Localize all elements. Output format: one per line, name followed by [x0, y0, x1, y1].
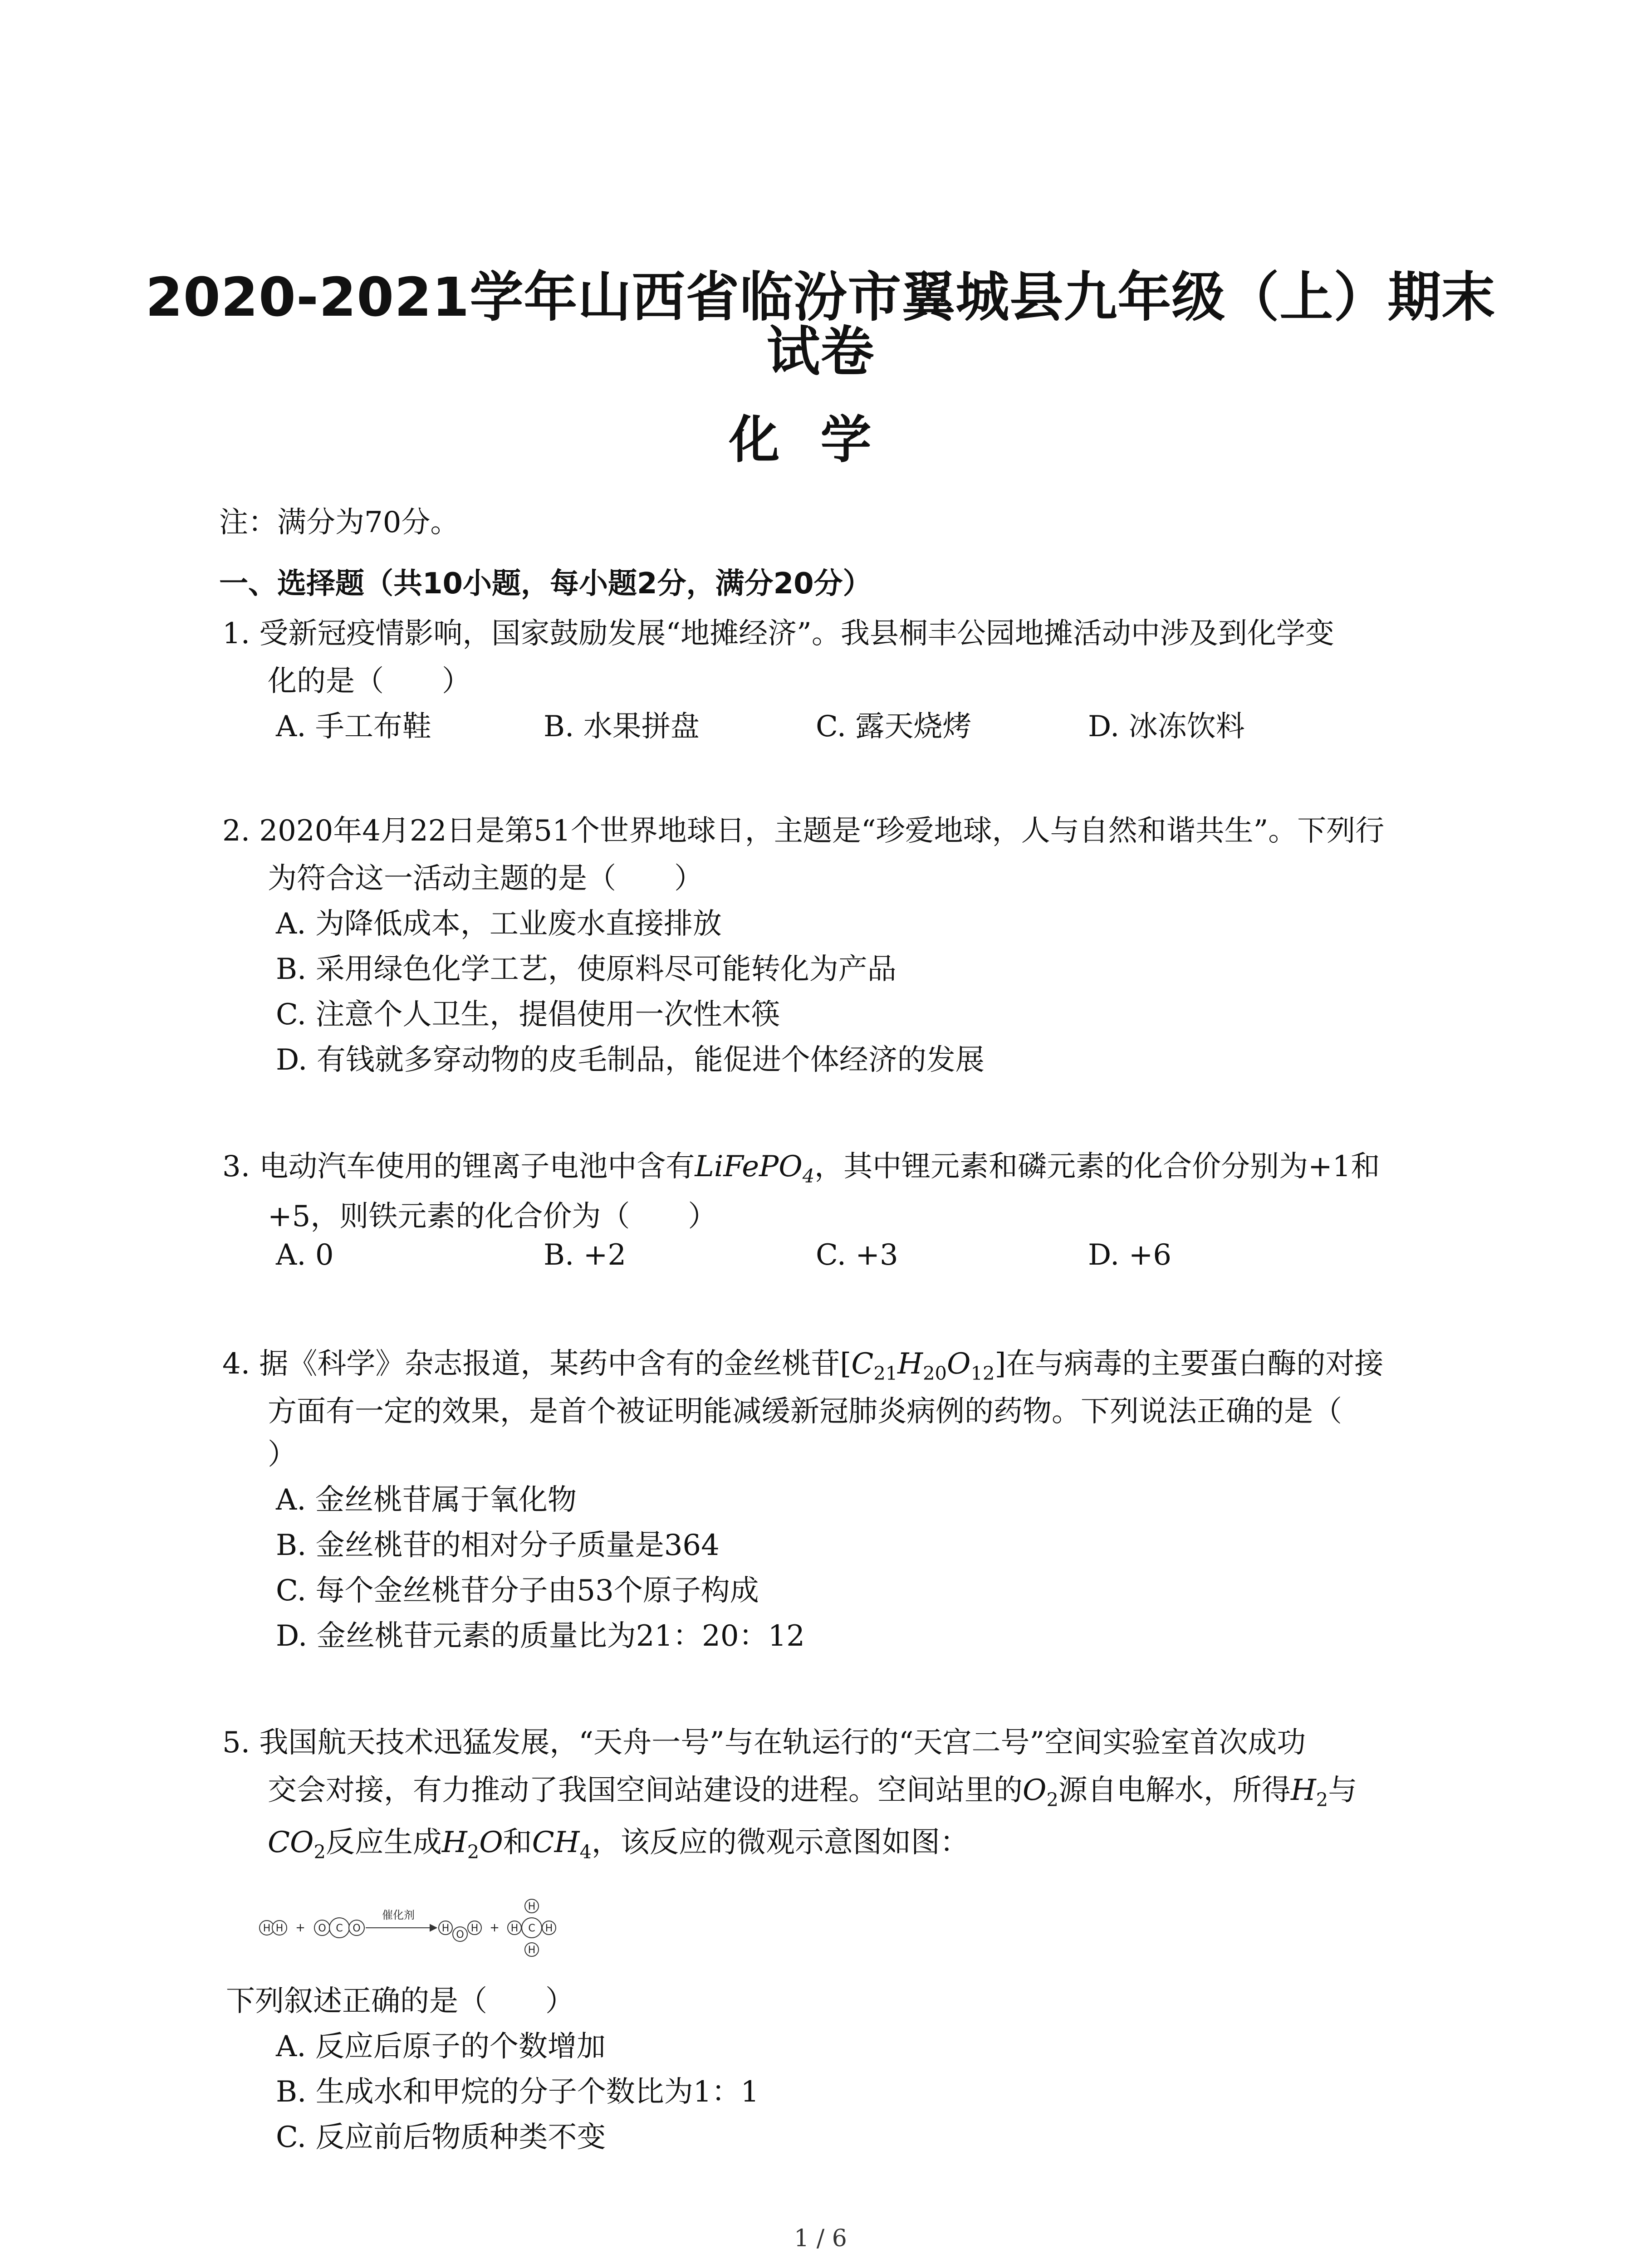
q2-option-d: D. 有钱就多穿动物的皮毛制品，能促进个体经济的发展 — [276, 1043, 985, 1077]
q3-text-post: ，其中锂元素和磷元素的化合价分别为+1和 — [814, 1150, 1380, 1183]
q4-formula-o: O — [947, 1347, 971, 1381]
q3-formula: LiFePO — [695, 1150, 803, 1183]
q5-co2-sub: 2 — [314, 1840, 326, 1863]
q5-h2o-sub: 2 — [467, 1840, 480, 1863]
q5-line3-mid: 反应生成 — [325, 1826, 442, 1859]
q5-h2: H — [1290, 1774, 1316, 1807]
q3-stem-line1 — [222, 1143, 1380, 1187]
q5-o2: O — [1023, 1774, 1047, 1807]
q2-stem-line1: 2. 2020年4月22日是第51个世界地球日，主题是“珍爱地球，人与自然和谐共生”。下列行 — [222, 814, 1385, 848]
h-atom-label: H — [545, 1923, 553, 1934]
h-atom-label: H — [528, 1945, 536, 1956]
h-atom-label: H — [441, 1923, 450, 1934]
q1-option-a: A. 手工布鞋 — [276, 710, 431, 743]
section-heading: 一、选择题（共10小题，每小题2分，满分20分） — [219, 567, 872, 601]
q3-option-c: C. +3 — [816, 1238, 898, 1272]
q5-ch4: CH — [532, 1826, 580, 1859]
co2-molecule — [314, 1918, 364, 1938]
exam-title-line2: 试卷 — [766, 320, 875, 383]
q4-stem-line1 — [222, 1340, 1383, 1384]
q5-stem-line1: 5. 我国航天技术迅猛发展，“天舟一号”与在轨运行的“天宫二号”空间实验室首次成功 — [222, 1726, 1306, 1760]
q5-line2-pre: 交会对接，有力推动了我国空间站建设的进程。空间站里的 — [268, 1774, 1023, 1807]
q1-option-c: C. 露天烧烤 — [816, 710, 972, 743]
arrow-head — [430, 1925, 436, 1931]
score-note: 注：满分为70分。 — [219, 506, 460, 539]
q2-option-b: B. 采用绿色化学工艺，使原料尽可能转化为产品 — [276, 953, 896, 986]
q4-stem-line3: ） — [268, 1438, 297, 1471]
catalyst-label: 催化剂 — [382, 1909, 415, 1921]
q5-question-stem: 下列叙述正确的是（ ） — [226, 1984, 574, 2018]
q4-option-d: D. 金丝桃苷元素的质量比为21：20：12 — [276, 1619, 805, 1653]
q1-option-b: B. 水果拼盘 — [544, 710, 700, 743]
q1-option-d: D. 冰冻饮料 — [1088, 710, 1245, 743]
q1-stem-line1: 1. 受新冠疫情影响，国家鼓励发展“地摊经济”。我县桐丰公园地摊活动中涉及到化学变 — [222, 617, 1334, 650]
h-atom-label: H — [470, 1923, 479, 1934]
q4-option-b: B. 金丝桃苷的相对分子质量是364 — [276, 1529, 720, 1562]
h2o-molecule — [439, 1921, 481, 1941]
q5-stem-line2 — [268, 1767, 1357, 1811]
q5-h2o-o: O — [479, 1826, 503, 1859]
reaction-diagram — [259, 1896, 726, 1960]
q3-formula-sub: 4 — [802, 1164, 815, 1187]
o-atom-label: O — [353, 1923, 361, 1934]
q3-option-d: D. +6 — [1088, 1238, 1172, 1272]
q2-option-a: A. 为降低成本，工业废水直接排放 — [276, 907, 722, 941]
ch4-molecule — [508, 1899, 556, 1956]
q5-ch4-sub: 4 — [579, 1840, 592, 1863]
plus-sign: + — [490, 1921, 500, 1935]
plus-sign: + — [295, 1921, 305, 1935]
q2-stem-line2: 为符合这一活动主题的是（ ） — [268, 862, 703, 895]
q4-formula-o-sub: 12 — [970, 1362, 995, 1384]
q3-option-b: B. +2 — [544, 1238, 627, 1272]
q5-h2-sub: 2 — [1316, 1788, 1328, 1811]
q5-line2-post: 与 — [1328, 1774, 1357, 1807]
q4-stem-line2: 方面有一定的效果，是首个被证明能减缓新冠肺炎病例的药物。下列说法正确的是（ — [268, 1395, 1342, 1428]
h-atom-label: H — [528, 1901, 536, 1912]
q5-line3-post: ，该反应的微观示意图如图： — [591, 1826, 969, 1859]
q3-option-a: A. 0 — [276, 1238, 334, 1272]
h-atom-label: H — [275, 1923, 284, 1934]
o-atom-label: O — [456, 1929, 464, 1941]
q4-text-post: ]在与病毒的主要蛋白酶的对接 — [994, 1347, 1384, 1381]
q5-co2: CO — [268, 1826, 314, 1859]
o-atom-label: O — [318, 1923, 326, 1934]
q4-option-c: C. 每个金丝桃苷分子由53个原子构成 — [276, 1574, 759, 1608]
q2-option-c: C. 注意个人卫生，提倡使用一次性木筷 — [276, 998, 780, 1031]
q4-text-pre: 4. 据《科学》杂志报道，某药中含有的金丝桃苷[ — [222, 1347, 852, 1381]
h-atom-label: H — [263, 1923, 271, 1934]
q5-h2o-h: H — [441, 1826, 467, 1859]
q3-text-pre: 3. 电动汽车使用的锂离子电池中含有 — [222, 1150, 695, 1183]
q4-formula-c: C — [851, 1347, 874, 1381]
q5-option-c: C. 反应前后物质种类不变 — [276, 2121, 606, 2154]
q4-option-a: A. 金丝桃苷属于氧化物 — [276, 1483, 577, 1517]
q5-o2-sub: 2 — [1046, 1788, 1058, 1811]
q4-formula-h: H — [897, 1347, 923, 1381]
q3-stem-line2: +5，则铁元素的化合价为（ ） — [268, 1200, 717, 1233]
h2-molecule — [260, 1921, 287, 1935]
c-atom-label: C — [336, 1923, 343, 1934]
q5-option-a: A. 反应后原子的个数增加 — [276, 2030, 606, 2063]
q1-stem-line2: 化的是（ ） — [268, 665, 471, 698]
h-atom-label: H — [510, 1923, 519, 1934]
q5-line3-and: 和 — [503, 1826, 532, 1859]
q5-line2-mid: 源自电解水，所得 — [1058, 1774, 1291, 1807]
q5-stem-line3 — [268, 1819, 969, 1863]
page-number: 1 / 6 — [794, 2225, 847, 2252]
subject-heading: 化学 — [729, 411, 912, 469]
q4-formula-c-sub: 21 — [873, 1362, 898, 1384]
q5-option-b: B. 生成水和甲烷的分子个数比为1：1 — [276, 2075, 759, 2109]
q4-formula-h-sub: 20 — [923, 1362, 947, 1384]
c-atom-label: C — [528, 1923, 535, 1934]
exam-title-line1: 2020-2021学年山西省临汾市翼城县九年级（上）期末 — [145, 266, 1496, 328]
